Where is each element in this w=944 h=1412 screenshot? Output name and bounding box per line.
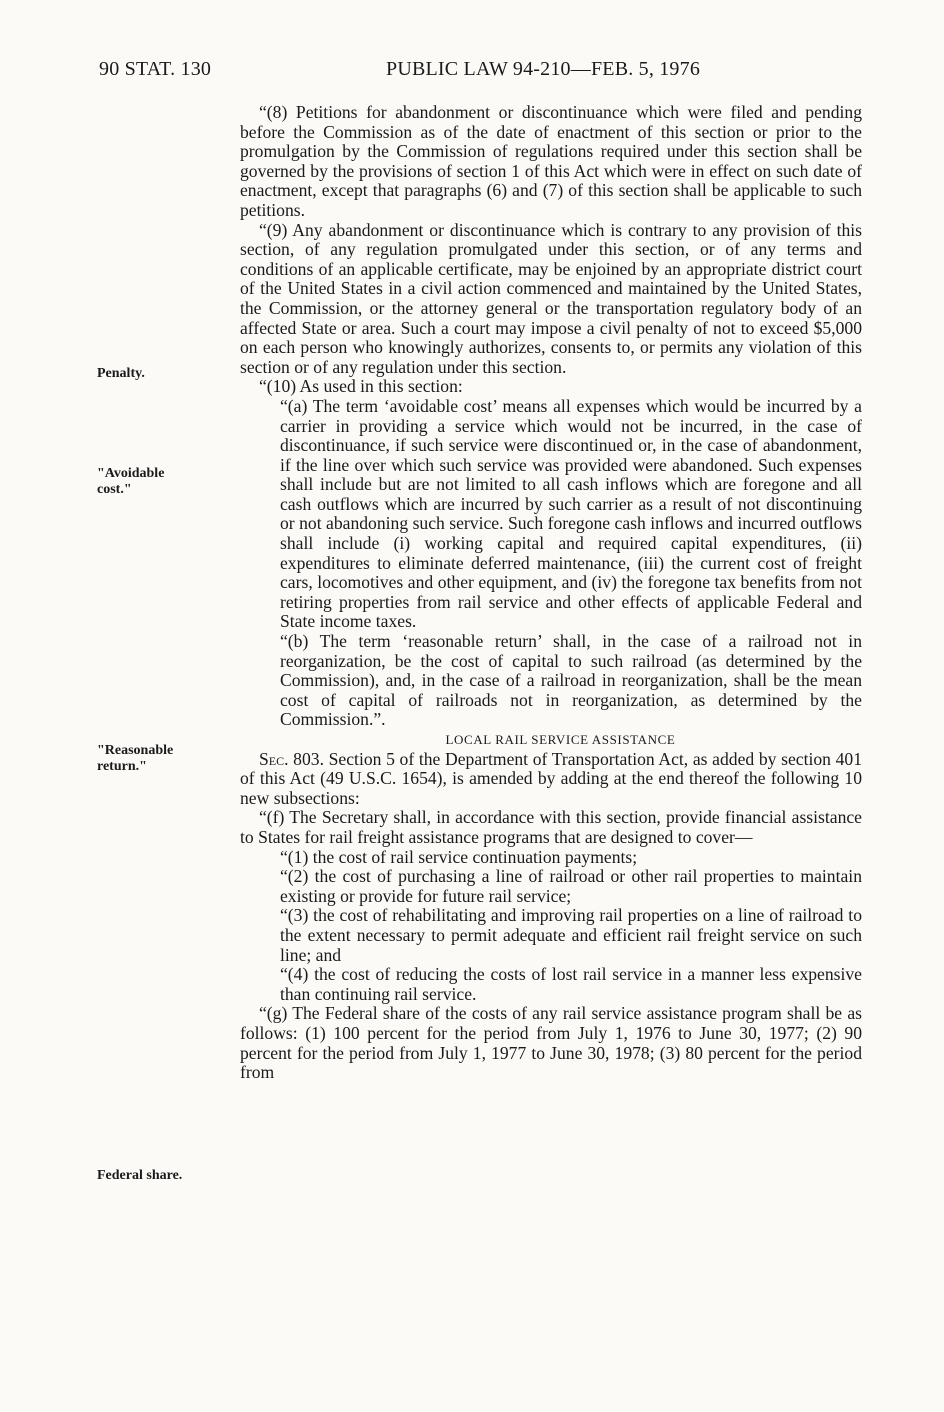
paragraph-10a: “(a) The term ‘avoidable cost’ means all expenses which would be incurred by a carrier in providing a service which would not be incurred, in the case of discontinuance, if such service were discontinued or, in the case of abandonment, if the line over which such service was provided were abandoned. Such expenses shall include but are not limited to all cash inflows which are foregone and all cash outflows which are incurred by such carrier as a result of not discontinuing or not abandoning such service. Such foregone cash inflows and incurred outflows shall include (i) working capital and required capital expenditures, (ii) expenditures to eliminate deferred maintenance, (iii) the current cost of freight cars, locomotives and other equipment, and (iv) the foregone tax benefits from not retiring properties from rail service and other effects of applicable Federal and State income taxes.	[280, 395, 862, 632]
margin-note-line: "Reasonable	[97, 743, 174, 758]
page-header	[99, 58, 860, 84]
paragraph-g: “(g) The Federal share of the costs of any rail service assistance program shall be as follows: (1) 100 percent for the period from July 1, 1976 to June 30, 1977; (2) 90 percent for the period from July 1, 1977 to June 30, 1978; (3) 80 percent for the period from	[240, 1003, 862, 1083]
margin-note-federal-share: Federal share.	[97, 1168, 183, 1183]
section-803-text: Section 5 of the Department of Transportation Act, as added by section 401 of this Act (49 U.S.C. 1654), is amended by adding at the end thereof the following 10 new subsections:	[240, 748, 862, 808]
paragraph-8: “(8) Petitions for abandonment or discontinuance which were filed and pending before the Commission as of the date of enactment of this section or prior to the promulgation by the Commission of regulations required under this section shall be governed by the provisions of section 1 of this Act which were in effect on such date of enactment, except that paragraphs (6) and (7) of this section shall be applicable to such petitions.	[240, 102, 862, 220]
law-title: PUBLIC LAW 94-210—FEB. 5, 1976	[386, 58, 701, 80]
margin-note-avoidable-cost	[97, 466, 164, 498]
section-label: Sec. 803.	[259, 748, 324, 769]
law-body	[240, 103, 862, 1083]
margin-note-penalty: Penalty.	[97, 366, 145, 381]
margin-note-reasonable-return	[97, 743, 173, 775]
paragraph-f: “(f) The Secretary shall, in accordance with this section, provide financial assistance to States for rail freight assistance programs that are designed to cover—	[240, 807, 862, 847]
paragraph-f3: “(3) the cost of rehabilitating and improving rail properties on a line of railroad to the extent necessary to permit adequate and efficient rail freight service on such line; and	[280, 905, 862, 965]
section-heading: LOCAL RAIL SERVICE ASSISTANCE	[445, 732, 676, 747]
paragraph-f4: “(4) the cost of reducing the costs of lost rail service in a manner less expensive than continuing rail service.	[280, 964, 862, 1004]
paragraph-10: “(10) As used in this section:	[259, 376, 463, 397]
stat-citation: 90 STAT. 130	[99, 58, 212, 80]
paragraph-f1: “(1) the cost of rail service continuation payments;	[280, 846, 638, 867]
margin-note-line: cost."	[97, 482, 132, 497]
paragraph-f2: “(2) the cost of purchasing a line of railroad or other rail properties to maintain existing or provide for future rail service;	[280, 866, 862, 906]
paragraph-10b: “(b) The term ‘reasonable return’ shall, in the case of a railroad not in reorganization, be the cost of capital to such railroad (as determined by the Commission), and, in the case of a railroad in reorganization, shall be the mean cost of capital of railroads not in reorganization, as determined by the Commission.”.	[280, 631, 862, 730]
margin-note-line: "Avoidable	[97, 466, 165, 481]
margin-note-line: return."	[97, 759, 147, 774]
paragraph-9: “(9) Any abandonment or discontinuance which is contrary to any provision of this section, of any regulation promulgated under this section, or of any terms and conditions of an applicable certificate, may be enjoined by an appropriate district court of the United States in a civil action commenced and maintained by the United States, the Commission, or the attorney general or the transportation regulatory body of an affected State or area. Such a court may impose a civil penalty of not to exceed $5,000 on each person who knowingly authorizes, consents to, or permits any violation of this section or of any regulation under this section.	[240, 219, 862, 377]
section-803	[240, 750, 862, 809]
